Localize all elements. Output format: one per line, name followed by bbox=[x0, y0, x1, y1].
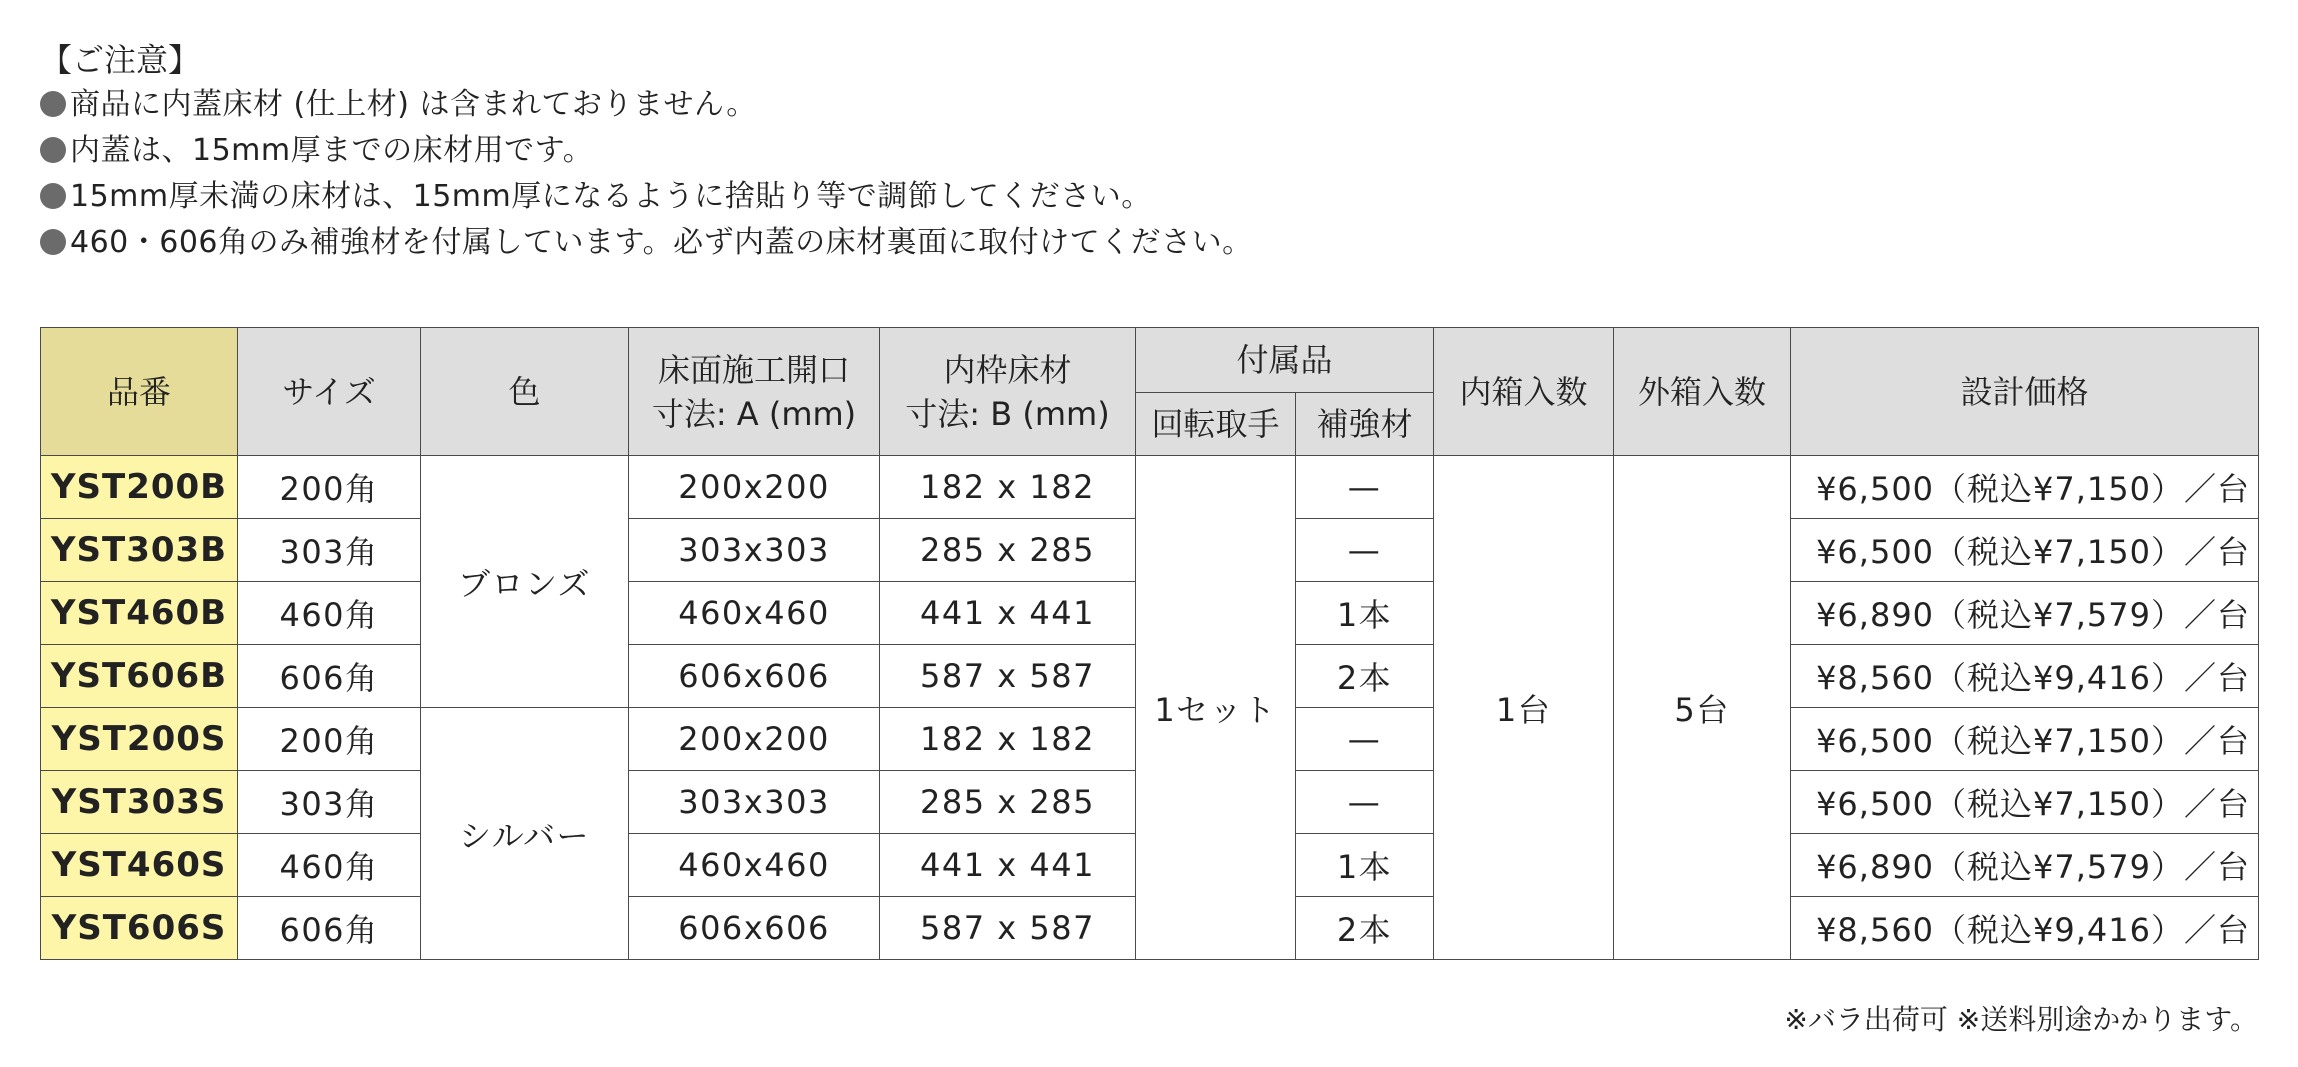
header-inner-line2: 寸法: B (mm) bbox=[905, 394, 1110, 433]
header-color: 色 bbox=[421, 328, 629, 456]
reinforcement-cell: 2本 bbox=[1296, 897, 1434, 960]
product-code: YST606B bbox=[41, 645, 238, 708]
bullet-icon bbox=[40, 91, 66, 117]
inner-cell: 441 x 441 bbox=[880, 582, 1136, 645]
inner-cell: 285 x 285 bbox=[880, 519, 1136, 582]
color-cell-silver: シルバー bbox=[421, 708, 629, 960]
price-cell: ¥6,500（税込¥7,150）／台 bbox=[1791, 771, 2259, 834]
note-text: 15mm厚未満の床材は、15mm厚になるように捨貼り等で調節してください。 bbox=[70, 179, 1152, 214]
header-opening-line2: 寸法: A (mm) bbox=[651, 394, 857, 433]
note-item bbox=[40, 82, 2240, 128]
price-cell: ¥8,560（税込¥9,416）／台 bbox=[1791, 897, 2259, 960]
header-accessories: 付属品 bbox=[1136, 328, 1434, 393]
bullet-icon bbox=[40, 137, 66, 163]
inner-cell: 587 x 587 bbox=[880, 897, 1136, 960]
bullet-icon bbox=[40, 229, 66, 255]
table-row bbox=[41, 456, 2259, 519]
inner-cell: 441 x 441 bbox=[880, 834, 1136, 897]
size-cell: 606角 bbox=[238, 645, 421, 708]
note-item bbox=[40, 174, 2240, 220]
header-inner-box: 内箱入数 bbox=[1434, 328, 1614, 456]
size-cell: 606角 bbox=[238, 897, 421, 960]
opening-cell: 200x200 bbox=[629, 708, 880, 771]
product-code: YST460S bbox=[41, 834, 238, 897]
size-cell: 200角 bbox=[238, 456, 421, 519]
size-cell: 200角 bbox=[238, 708, 421, 771]
note-text: 商品に内蓋床材 (仕上材) は含まれておりません。 bbox=[70, 87, 757, 122]
header-inner-line1: 内枠床材 bbox=[943, 350, 1072, 389]
price-cell: ¥6,890（税込¥7,579）／台 bbox=[1791, 582, 2259, 645]
inner-cell: 182 x 182 bbox=[880, 456, 1136, 519]
header-reinforcement: 補強材 bbox=[1296, 393, 1434, 456]
reinforcement-cell: — bbox=[1296, 771, 1434, 834]
header-price: 設計価格 bbox=[1791, 328, 2259, 456]
product-code: YST303B bbox=[41, 519, 238, 582]
size-cell: 460角 bbox=[238, 834, 421, 897]
header-size: サイズ bbox=[238, 328, 421, 456]
note-item bbox=[40, 220, 2240, 266]
note-item bbox=[40, 128, 2240, 174]
opening-cell: 460x460 bbox=[629, 582, 880, 645]
product-code: YST460B bbox=[41, 582, 238, 645]
spec-table bbox=[40, 327, 2259, 960]
opening-cell: 460x460 bbox=[629, 834, 880, 897]
opening-cell: 606x606 bbox=[629, 645, 880, 708]
opening-cell: 606x606 bbox=[629, 897, 880, 960]
outer-box-cell: 5台 bbox=[1614, 456, 1791, 960]
reinforcement-cell: — bbox=[1296, 519, 1434, 582]
inner-box-cell: 1台 bbox=[1434, 456, 1614, 960]
note-text: 460・606角のみ補強材を付属しています。必ず内蓋の床材裏面に取付けてください。 bbox=[70, 225, 1253, 260]
reinforcement-cell: 2本 bbox=[1296, 645, 1434, 708]
opening-cell: 200x200 bbox=[629, 456, 880, 519]
opening-cell: 303x303 bbox=[629, 771, 880, 834]
product-code: YST303S bbox=[41, 771, 238, 834]
price-cell: ¥8,560（税込¥9,416）／台 bbox=[1791, 645, 2259, 708]
size-cell: 303角 bbox=[238, 771, 421, 834]
notes-title: 【ご注意】 bbox=[40, 41, 201, 79]
price-cell: ¥6,500（税込¥7,150）／台 bbox=[1791, 456, 2259, 519]
reinforcement-cell: 1本 bbox=[1296, 834, 1434, 897]
footnote: ※バラ出荷可 ※送料別途かかります。 bbox=[1784, 1003, 2258, 1036]
header-code: 品番 bbox=[41, 328, 238, 456]
opening-cell: 303x303 bbox=[629, 519, 880, 582]
inner-cell: 285 x 285 bbox=[880, 771, 1136, 834]
price-cell: ¥6,500（税込¥7,150）／台 bbox=[1791, 708, 2259, 771]
reinforcement-cell: — bbox=[1296, 456, 1434, 519]
color-cell-bronze: ブロンズ bbox=[421, 456, 629, 708]
inner-cell: 182 x 182 bbox=[880, 708, 1136, 771]
size-cell: 460角 bbox=[238, 582, 421, 645]
product-code: YST606S bbox=[41, 897, 238, 960]
product-code: YST200B bbox=[41, 456, 238, 519]
price-cell: ¥6,500（税込¥7,150）／台 bbox=[1791, 519, 2259, 582]
header-opening bbox=[629, 328, 880, 456]
header-handle: 回転取手 bbox=[1136, 393, 1296, 456]
bullet-icon bbox=[40, 183, 66, 209]
reinforcement-cell: 1本 bbox=[1296, 582, 1434, 645]
size-cell: 303角 bbox=[238, 519, 421, 582]
notes-section bbox=[40, 38, 2240, 266]
header-opening-line1: 床面施工開口 bbox=[657, 350, 850, 389]
reinforcement-cell: — bbox=[1296, 708, 1434, 771]
handle-cell: 1セット bbox=[1136, 456, 1296, 960]
price-cell: ¥6,890（税込¥7,579）／台 bbox=[1791, 834, 2259, 897]
inner-cell: 587 x 587 bbox=[880, 645, 1136, 708]
note-text: 内蓋は、15mm厚までの床材用です。 bbox=[70, 133, 594, 168]
header-outer-box: 外箱入数 bbox=[1614, 328, 1791, 456]
product-code: YST200S bbox=[41, 708, 238, 771]
header-inner bbox=[880, 328, 1136, 456]
